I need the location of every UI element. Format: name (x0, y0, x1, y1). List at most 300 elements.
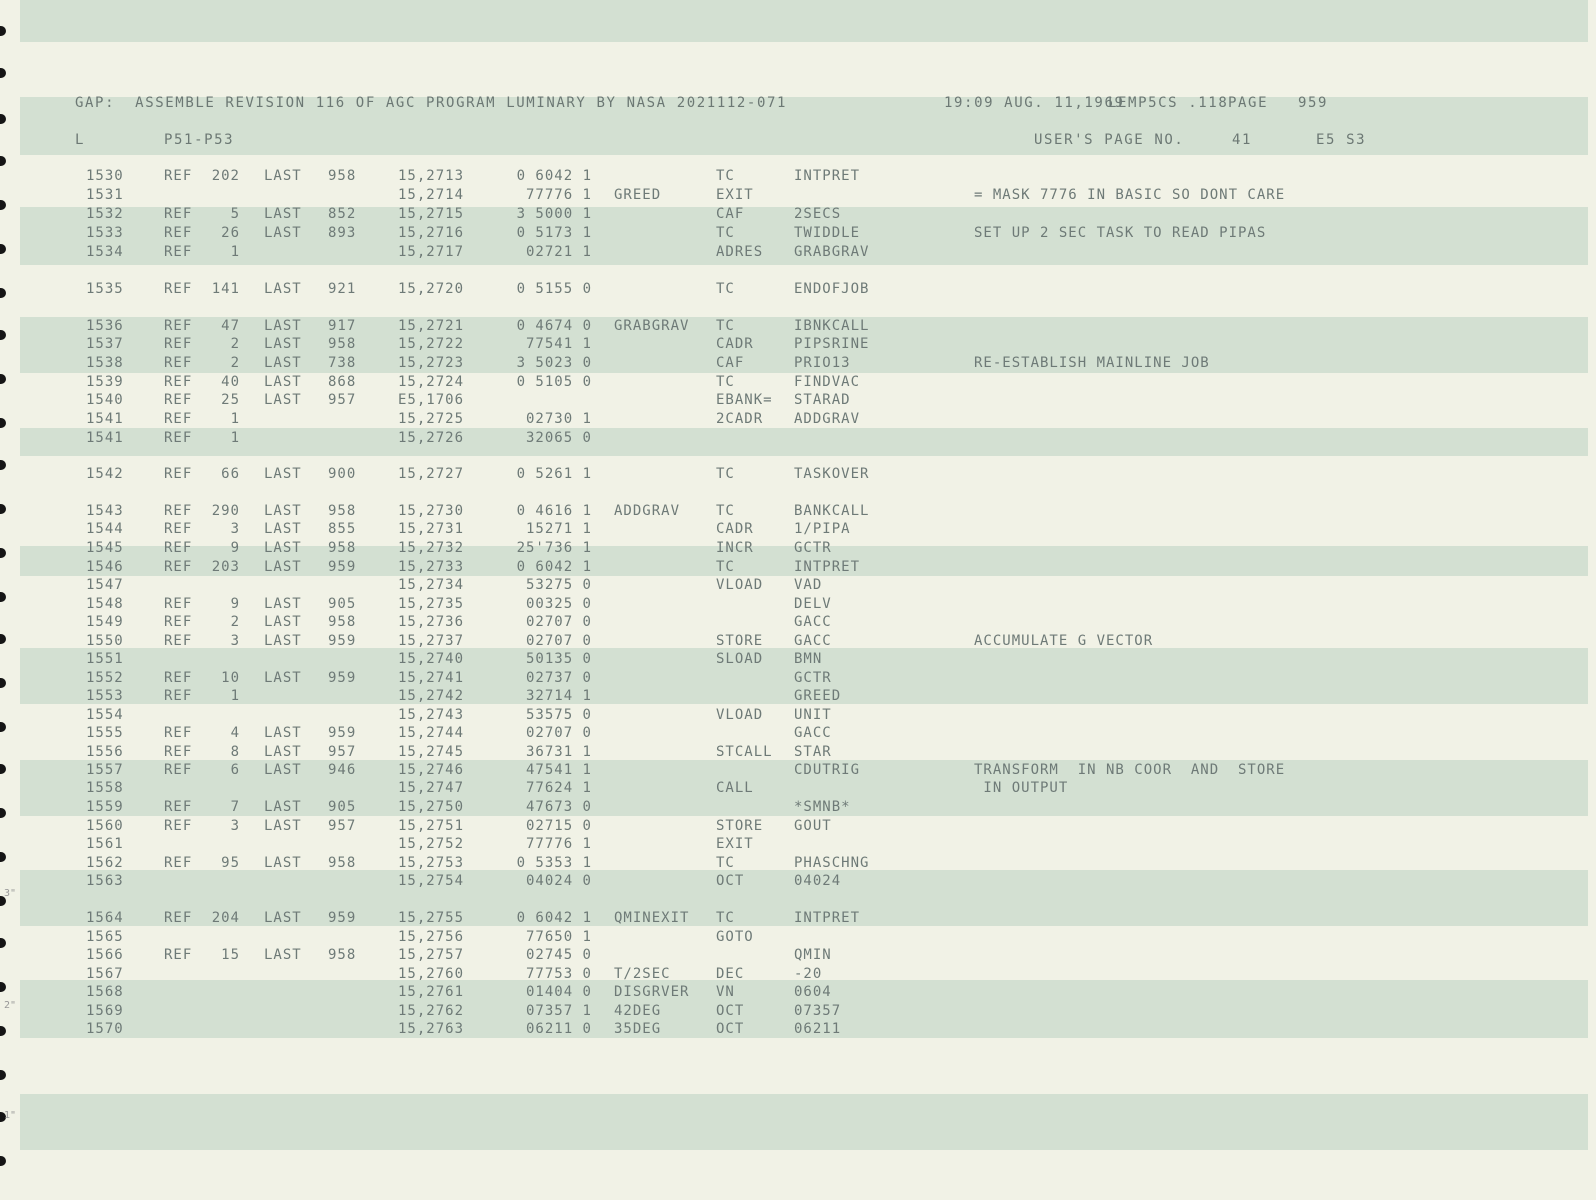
listing-line (0, 818, 1596, 836)
ref-count: 2 (230, 336, 240, 352)
last-page: 957 (328, 818, 357, 834)
opcode: ADRES (716, 244, 764, 260)
tractor-hole (0, 1070, 6, 1080)
address: 15,2733 (398, 559, 465, 575)
listing-line (0, 836, 1596, 854)
listing-job: LEMP5CS .118 (1108, 95, 1229, 111)
address: 15,2725 (398, 411, 465, 427)
last-page: 958 (328, 168, 357, 184)
opcode: TC (716, 466, 735, 482)
tractor-hole (0, 26, 6, 36)
operand: GCTR (794, 540, 832, 556)
ref-count: 40 (221, 374, 240, 390)
listing-line (0, 873, 1596, 891)
operand: STAR (794, 744, 832, 760)
listing-line (0, 1003, 1596, 1021)
address: 15,2756 (398, 929, 465, 945)
octal-word: 04024 0 (525, 873, 592, 889)
line-number: 1546 (86, 559, 124, 575)
ref-count: 3 (230, 818, 240, 834)
ref-label: REF (164, 336, 193, 352)
opcode: OCT (716, 1003, 745, 1019)
ref-count: 9 (230, 596, 240, 612)
last-page: 959 (328, 670, 357, 686)
line-number: 1564 (86, 910, 124, 926)
listing-line (0, 633, 1596, 651)
tractor-hole (0, 1156, 6, 1166)
operand: *SMNB* (794, 799, 851, 815)
ref-label: REF (164, 614, 193, 630)
line-number: 1567 (86, 966, 124, 982)
last-label: LAST (264, 336, 302, 352)
address: 15,2750 (398, 799, 465, 815)
operand: INTPRET (794, 559, 861, 575)
ref-label: REF (164, 670, 193, 686)
listing-line (0, 780, 1596, 798)
last-label: LAST (264, 670, 302, 686)
address: 15,2761 (398, 984, 465, 1000)
last-page: 917 (328, 318, 357, 334)
ref-count: 2 (230, 355, 240, 371)
listing-line (0, 559, 1596, 577)
line-number: 1549 (86, 614, 124, 630)
last-label: LAST (264, 910, 302, 926)
ref-count: 203 (211, 559, 240, 575)
opcode: EXIT (716, 836, 754, 852)
octal-word: 47673 0 (525, 799, 592, 815)
octal-word: 02730 1 (525, 411, 592, 427)
last-label: LAST (264, 521, 302, 537)
opcode: STCALL (716, 744, 773, 760)
opcode: INCR (716, 540, 754, 556)
last-page: 921 (328, 281, 357, 297)
last-page: 946 (328, 762, 357, 778)
listing-line (0, 966, 1596, 984)
listing-line (0, 540, 1596, 558)
opcode: EBANK= (716, 392, 773, 408)
address: 15,2721 (398, 318, 465, 334)
ref-label: REF (164, 762, 193, 778)
operand: 0604 (794, 984, 832, 1000)
listing-line (0, 374, 1596, 392)
line-number: 1537 (86, 336, 124, 352)
octal-word: 50135 0 (525, 651, 592, 667)
last-page: 738 (328, 355, 357, 371)
octal-word: 0 5261 1 (516, 466, 592, 482)
green-bar (20, 0, 1588, 42)
octal-word: 07357 1 (525, 1003, 592, 1019)
last-page: 893 (328, 225, 357, 241)
symbol-label: GREED (614, 187, 662, 203)
ref-count: 15 (221, 947, 240, 963)
last-label: LAST (264, 614, 302, 630)
address: 15,2726 (398, 430, 465, 446)
listing-line (0, 910, 1596, 928)
listing-line (0, 670, 1596, 688)
ref-label: REF (164, 355, 193, 371)
address: 15,2742 (398, 688, 465, 704)
listing-line (0, 855, 1596, 873)
last-page: 959 (328, 725, 357, 741)
ref-count: 47 (221, 318, 240, 334)
last-label: LAST (264, 818, 302, 834)
line-number: 1551 (86, 651, 124, 667)
address: 15,2762 (398, 1003, 465, 1019)
ref-count: 95 (221, 855, 240, 871)
operand: ENDOFJOB (794, 281, 870, 297)
operand: IBNKCALL (794, 318, 870, 334)
last-label: LAST (264, 503, 302, 519)
opcode: CALL (716, 780, 754, 796)
address: 15,2731 (398, 521, 465, 537)
listing-line (0, 187, 1596, 205)
address: 15,2743 (398, 707, 465, 723)
operand: GRABGRAV (794, 244, 870, 260)
ref-label: REF (164, 392, 193, 408)
operand: 1/PIPA (794, 521, 851, 537)
operand: PIPSRINE (794, 336, 870, 352)
opcode: 2CADR (716, 411, 764, 427)
opcode: CADR (716, 336, 754, 352)
last-label: LAST (264, 206, 302, 222)
ref-label: REF (164, 168, 193, 184)
address: 15,2727 (398, 466, 465, 482)
opcode: DEC (716, 966, 745, 982)
octal-word: 02707 0 (525, 633, 592, 649)
address: 15,2752 (398, 836, 465, 852)
ref-label: REF (164, 818, 193, 834)
ref-count: 5 (230, 206, 240, 222)
operand: TWIDDLE (794, 225, 861, 241)
last-label: LAST (264, 947, 302, 963)
line-number: 1535 (86, 281, 124, 297)
line-number: 1542 (86, 466, 124, 482)
octal-word: 47541 1 (525, 762, 592, 778)
ref-count: 4 (230, 725, 240, 741)
line-number: 1552 (86, 670, 124, 686)
ref-label: REF (164, 411, 193, 427)
line-number: 1544 (86, 521, 124, 537)
line-number: 1540 (86, 392, 124, 408)
operand: -20 (794, 966, 823, 982)
line-number: 1563 (86, 873, 124, 889)
ref-count: 141 (211, 281, 240, 297)
opcode: OCT (716, 873, 745, 889)
ref-count: 2 (230, 614, 240, 630)
listing-line (0, 206, 1596, 224)
symbol-label: T/2SEC (614, 966, 671, 982)
line-number: 1555 (86, 725, 124, 741)
comment: TRANSFORM IN NB COOR AND STORE (974, 762, 1286, 778)
ref-label: REF (164, 633, 193, 649)
ref-count: 66 (221, 466, 240, 482)
address: 15,2745 (398, 744, 465, 760)
line-number: 1531 (86, 187, 124, 203)
octal-word: 77753 0 (525, 966, 592, 982)
last-label: LAST (264, 633, 302, 649)
line-number: 1534 (86, 244, 124, 260)
address: 15,2740 (398, 651, 465, 667)
listing-line (0, 281, 1596, 299)
tractor-hole (0, 114, 6, 124)
opcode: TC (716, 855, 735, 871)
line-number: 1558 (86, 780, 124, 796)
octal-word: 77650 1 (525, 929, 592, 945)
ref-count: 8 (230, 744, 240, 760)
address: 15,2744 (398, 725, 465, 741)
address: 15,2713 (398, 168, 465, 184)
line-number: 1533 (86, 225, 124, 241)
last-page: 958 (328, 503, 357, 519)
comment: = MASK 7776 IN BASIC SO DONT CARE (974, 187, 1286, 203)
ref-label: REF (164, 244, 193, 260)
symbol-label: QMINEXIT (614, 910, 690, 926)
line-number: 1547 (86, 577, 124, 593)
margin-mark: 2" (4, 1000, 17, 1011)
address: 15,2723 (398, 355, 465, 371)
users-page-label: USER'S PAGE NO. (1034, 132, 1185, 148)
address: 15,2741 (398, 670, 465, 686)
operand: 04024 (794, 873, 842, 889)
address: 15,2715 (398, 206, 465, 222)
last-page: 852 (328, 206, 357, 222)
line-number: 1536 (86, 318, 124, 334)
listing-line (0, 614, 1596, 632)
ref-label: REF (164, 281, 193, 297)
opcode: VN (716, 984, 735, 1000)
operand: GACC (794, 633, 832, 649)
margin-mark: 1" (4, 1110, 17, 1121)
opcode: TC (716, 503, 735, 519)
listing-line (0, 225, 1596, 243)
line-number: 1560 (86, 818, 124, 834)
operand: 2SECS (794, 206, 842, 222)
octal-word: 02707 0 (525, 725, 592, 741)
opcode: TC (716, 374, 735, 390)
margin-mark: 3" (4, 888, 17, 899)
line-number: 1541 (86, 411, 124, 427)
listing-line (0, 336, 1596, 354)
opcode: CADR (716, 521, 754, 537)
octal-word: 0 5105 0 (516, 374, 592, 390)
octal-word: 77776 1 (525, 836, 592, 852)
octal-word: 0 5353 1 (516, 855, 592, 871)
line-number: 1545 (86, 540, 124, 556)
line-number: 1565 (86, 929, 124, 945)
ref-count: 3 (230, 521, 240, 537)
opcode: TC (716, 225, 735, 241)
last-label: LAST (264, 559, 302, 575)
address: 15,2747 (398, 780, 465, 796)
opcode: STORE (716, 633, 764, 649)
opcode: EXIT (716, 187, 754, 203)
last-page: 957 (328, 392, 357, 408)
octal-word: 3 5023 0 (516, 355, 592, 371)
last-page: 958 (328, 336, 357, 352)
octal-word: 0 5173 1 (516, 225, 592, 241)
octal-word: 00325 0 (525, 596, 592, 612)
opcode: TC (716, 168, 735, 184)
octal-word: 02715 0 (525, 818, 592, 834)
page-number: 959 (1298, 95, 1329, 111)
ref-label: REF (164, 910, 193, 926)
octal-word: 53575 0 (525, 707, 592, 723)
operand: 06211 (794, 1021, 842, 1037)
section-name: P51-P53 (164, 132, 235, 148)
address: 15,2735 (398, 596, 465, 612)
last-page: 958 (328, 855, 357, 871)
listing-line (0, 947, 1596, 965)
octal-word: 36731 1 (525, 744, 592, 760)
octal-word: 02721 1 (525, 244, 592, 260)
ref-label: REF (164, 466, 193, 482)
address: 15,2734 (398, 577, 465, 593)
tractor-hole (0, 68, 6, 78)
ref-count: 202 (211, 168, 240, 184)
operand: TASKOVER (794, 466, 870, 482)
address: 15,2722 (398, 336, 465, 352)
listing-line (0, 929, 1596, 947)
opcode: SLOAD (716, 651, 764, 667)
ref-count: 25 (221, 392, 240, 408)
listing-line (0, 168, 1596, 186)
address: 15,2730 (398, 503, 465, 519)
ref-label: REF (164, 725, 193, 741)
ref-label: REF (164, 947, 193, 963)
listing-line (0, 707, 1596, 725)
octal-word: 0 4616 1 (516, 503, 592, 519)
address: 15,2751 (398, 818, 465, 834)
last-page: 959 (328, 910, 357, 926)
octal-word: 3 5000 1 (516, 206, 592, 222)
address: 15,2763 (398, 1021, 465, 1037)
last-label: LAST (264, 596, 302, 612)
operand: PRIO13 (794, 355, 851, 371)
last-page: 900 (328, 466, 357, 482)
opcode: VLOAD (716, 707, 764, 723)
listing-line (0, 1021, 1596, 1039)
green-bar (20, 1094, 1588, 1150)
listing-line (0, 688, 1596, 706)
octal-word: 53275 0 (525, 577, 592, 593)
ref-count: 1 (230, 244, 240, 260)
symbol-label: 35DEG (614, 1021, 662, 1037)
opcode: GOTO (716, 929, 754, 945)
last-label: LAST (264, 225, 302, 241)
operand: GCTR (794, 670, 832, 686)
ref-count: 10 (221, 670, 240, 686)
line-number: 1550 (86, 633, 124, 649)
line-number: 1562 (86, 855, 124, 871)
ref-count: 290 (211, 503, 240, 519)
ref-count: 1 (230, 430, 240, 446)
ref-label: REF (164, 521, 193, 537)
address: 15,2737 (398, 633, 465, 649)
octal-word: 0 6042 1 (516, 559, 592, 575)
ref-label: REF (164, 430, 193, 446)
last-page: 905 (328, 596, 357, 612)
line-number: 1557 (86, 762, 124, 778)
listing-line (0, 392, 1596, 410)
line-number: 1570 (86, 1021, 124, 1037)
listing-line (0, 744, 1596, 762)
last-page: 958 (328, 540, 357, 556)
operand: UNIT (794, 707, 832, 723)
line-number: 1543 (86, 503, 124, 519)
operand: VAD (794, 577, 823, 593)
ref-label: REF (164, 318, 193, 334)
address: 15,2754 (398, 873, 465, 889)
operand: ADDGRAV (794, 411, 861, 427)
symbol-label: 42DEG (614, 1003, 662, 1019)
listing-line (0, 984, 1596, 1002)
octal-word: 01404 0 (525, 984, 592, 1000)
users-page-number: 41 (1232, 132, 1253, 148)
line-number: 1532 (86, 206, 124, 222)
octal-word: 32714 1 (525, 688, 592, 704)
address: 15,2717 (398, 244, 465, 260)
listing-line (0, 577, 1596, 595)
ref-label: REF (164, 559, 193, 575)
address: 15,2746 (398, 762, 465, 778)
line-number: 1559 (86, 799, 124, 815)
ref-count: 1 (230, 411, 240, 427)
operand: STARAD (794, 392, 851, 408)
opcode: OCT (716, 1021, 745, 1037)
ref-label: REF (164, 540, 193, 556)
address: 15,2755 (398, 910, 465, 926)
operand: INTPRET (794, 910, 861, 926)
octal-word: 0 6042 1 (516, 910, 592, 926)
address: 15,2760 (398, 966, 465, 982)
address: 15,2720 (398, 281, 465, 297)
line-number: 1561 (86, 836, 124, 852)
section-code: E5 S3 (1316, 132, 1367, 148)
symbol-label: ADDGRAV (614, 503, 681, 519)
line-number: 1566 (86, 947, 124, 963)
operand: INTPRET (794, 168, 861, 184)
line-number: 1553 (86, 688, 124, 704)
ref-count: 204 (211, 910, 240, 926)
octal-word: 77624 1 (525, 780, 592, 796)
opcode: TC (716, 910, 735, 926)
last-label: LAST (264, 762, 302, 778)
address: 15,2716 (398, 225, 465, 241)
line-number: 1568 (86, 984, 124, 1000)
listing-line (0, 503, 1596, 521)
listing-title: GAP: ASSEMBLE REVISION 116 OF AGC PROGRAM LUMINARY BY NASA 2021112-071 (75, 95, 788, 111)
ref-count: 26 (221, 225, 240, 241)
line-number: 1554 (86, 707, 124, 723)
octal-word: 02745 0 (525, 947, 592, 963)
ref-count: 6 (230, 762, 240, 778)
operand: PHASCHNG (794, 855, 870, 871)
opcode: TC (716, 318, 735, 334)
ref-label: REF (164, 744, 193, 760)
last-label: LAST (264, 466, 302, 482)
symbol-label: DISGRVER (614, 984, 690, 1000)
page-label: PAGE (1228, 95, 1269, 111)
listing-line (0, 521, 1596, 539)
operand: DELV (794, 596, 832, 612)
comment: ACCUMULATE G VECTOR (974, 633, 1154, 649)
opcode: TC (716, 559, 735, 575)
listing-line (0, 430, 1596, 448)
octal-word: 0 5155 0 (516, 281, 592, 297)
last-label: LAST (264, 725, 302, 741)
line-number: 1539 (86, 374, 124, 390)
ref-label: REF (164, 503, 193, 519)
